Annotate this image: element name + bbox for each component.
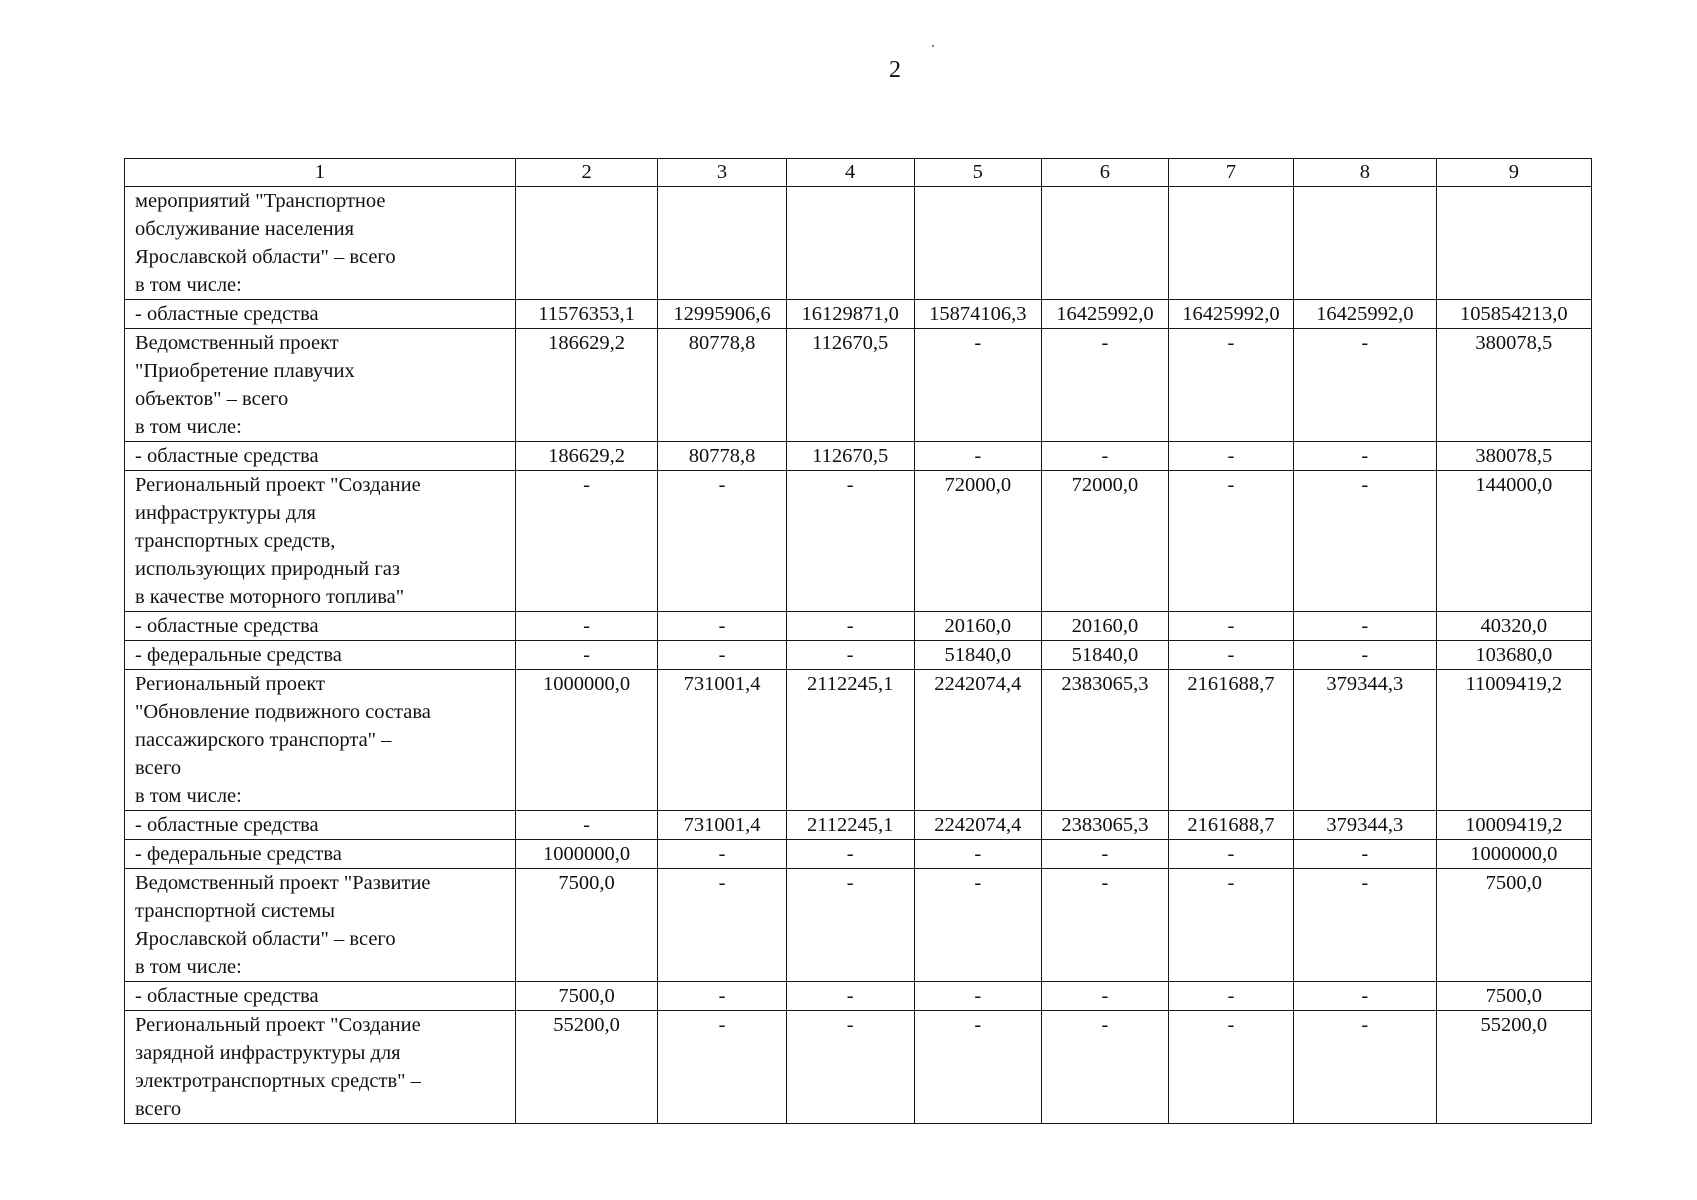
value-cell: 10009419,2 xyxy=(1436,811,1591,840)
column-header: 5 xyxy=(914,159,1041,187)
value-cell: - xyxy=(1293,329,1436,442)
value-cell: 112670,5 xyxy=(786,329,914,442)
value-cell: 16425992,0 xyxy=(1293,300,1436,329)
table-row xyxy=(125,811,1592,840)
value-cell: 2161688,7 xyxy=(1168,811,1293,840)
value-cell: - xyxy=(786,982,914,1011)
row-label: - областные средства xyxy=(125,300,516,329)
row-label: - областные средства xyxy=(125,612,516,641)
value-cell: 105854213,0 xyxy=(1436,300,1591,329)
value-cell: 16425992,0 xyxy=(1041,300,1168,329)
value-cell: 40320,0 xyxy=(1436,612,1591,641)
value-cell: - xyxy=(1293,1011,1436,1124)
table-row xyxy=(125,612,1592,641)
value-cell: - xyxy=(1041,840,1168,869)
column-number-row xyxy=(125,159,1592,187)
value-cell: - xyxy=(1168,471,1293,612)
value-cell: 7500,0 xyxy=(1436,982,1591,1011)
value-cell: - xyxy=(658,1011,786,1124)
row-label: - областные средства xyxy=(125,811,516,840)
value-cell xyxy=(515,187,658,300)
value-cell: 55200,0 xyxy=(515,1011,658,1124)
value-cell: 12995906,6 xyxy=(658,300,786,329)
value-cell: - xyxy=(786,1011,914,1124)
value-cell: 380078,5 xyxy=(1436,442,1591,471)
value-cell: 72000,0 xyxy=(914,471,1041,612)
row-label: Региональный проект "Создание зарядной инфраструктуры для электротранспортных средств" – всего xyxy=(125,1011,516,1124)
column-header: 1 xyxy=(125,159,516,187)
value-cell: 2383065,3 xyxy=(1041,670,1168,811)
value-cell: 379344,3 xyxy=(1293,811,1436,840)
table-row xyxy=(125,187,1592,300)
value-cell: - xyxy=(658,840,786,869)
value-cell: 2383065,3 xyxy=(1041,811,1168,840)
value-cell: - xyxy=(1168,442,1293,471)
column-header: 8 xyxy=(1293,159,1436,187)
value-cell: - xyxy=(786,612,914,641)
row-label: - областные средства xyxy=(125,442,516,471)
value-cell: - xyxy=(1293,612,1436,641)
table-row xyxy=(125,982,1592,1011)
value-cell: - xyxy=(914,329,1041,442)
value-cell: 2161688,7 xyxy=(1168,670,1293,811)
value-cell xyxy=(1041,187,1168,300)
value-cell: - xyxy=(1293,442,1436,471)
value-cell: 55200,0 xyxy=(1436,1011,1591,1124)
row-label: мероприятий "Транспортное обслуживание населения Ярославской области" – всего в том числе: xyxy=(125,187,516,300)
value-cell: - xyxy=(1041,982,1168,1011)
value-cell xyxy=(1168,187,1293,300)
value-cell: - xyxy=(515,612,658,641)
value-cell: - xyxy=(1041,1011,1168,1124)
value-cell: 731001,4 xyxy=(658,811,786,840)
column-header: 2 xyxy=(515,159,658,187)
table-row xyxy=(125,869,1592,982)
value-cell: - xyxy=(1168,982,1293,1011)
table-row xyxy=(125,442,1592,471)
value-cell: - xyxy=(1168,641,1293,670)
value-cell: - xyxy=(515,811,658,840)
value-cell xyxy=(1293,187,1436,300)
value-cell: - xyxy=(914,442,1041,471)
value-cell: 16425992,0 xyxy=(1168,300,1293,329)
row-label: - федеральные средства xyxy=(125,641,516,670)
table-row xyxy=(125,641,1592,670)
value-cell: 379344,3 xyxy=(1293,670,1436,811)
value-cell: - xyxy=(786,471,914,612)
table-body xyxy=(125,159,1592,1124)
table-row xyxy=(125,1011,1592,1124)
value-cell: - xyxy=(786,869,914,982)
value-cell: - xyxy=(786,641,914,670)
value-cell xyxy=(914,187,1041,300)
scan-speck xyxy=(932,45,934,47)
value-cell: - xyxy=(1168,840,1293,869)
table-row xyxy=(125,471,1592,612)
value-cell: - xyxy=(1293,840,1436,869)
value-cell: 2242074,4 xyxy=(914,670,1041,811)
value-cell: 1000000,0 xyxy=(515,670,658,811)
value-cell: - xyxy=(658,982,786,1011)
value-cell: 1000000,0 xyxy=(1436,840,1591,869)
column-header: 3 xyxy=(658,159,786,187)
table-row xyxy=(125,300,1592,329)
value-cell xyxy=(786,187,914,300)
value-cell: 72000,0 xyxy=(1041,471,1168,612)
value-cell: 16129871,0 xyxy=(786,300,914,329)
value-cell: - xyxy=(1041,442,1168,471)
value-cell: - xyxy=(658,869,786,982)
value-cell: 186629,2 xyxy=(515,442,658,471)
value-cell: - xyxy=(1168,869,1293,982)
value-cell: 1000000,0 xyxy=(515,840,658,869)
value-cell: - xyxy=(1293,471,1436,612)
value-cell xyxy=(658,187,786,300)
value-cell: 51840,0 xyxy=(1041,641,1168,670)
value-cell: 144000,0 xyxy=(1436,471,1591,612)
row-label: - областные средства xyxy=(125,982,516,1011)
value-cell: - xyxy=(1293,641,1436,670)
value-cell: - xyxy=(786,840,914,869)
value-cell: - xyxy=(1041,869,1168,982)
value-cell: - xyxy=(515,471,658,612)
value-cell: 380078,5 xyxy=(1436,329,1591,442)
value-cell: 112670,5 xyxy=(786,442,914,471)
value-cell: - xyxy=(914,869,1041,982)
value-cell: - xyxy=(1168,1011,1293,1124)
value-cell: - xyxy=(658,641,786,670)
value-cell xyxy=(1436,187,1591,300)
value-cell: - xyxy=(1168,612,1293,641)
value-cell: - xyxy=(914,1011,1041,1124)
value-cell: - xyxy=(914,840,1041,869)
row-label: Региональный проект "Обновление подвижного состава пассажирского транспорта" – всего в том числе: xyxy=(125,670,516,811)
value-cell: 2112245,1 xyxy=(786,670,914,811)
value-cell: - xyxy=(1293,869,1436,982)
value-cell: 7500,0 xyxy=(515,982,658,1011)
column-header: 9 xyxy=(1436,159,1591,187)
value-cell: - xyxy=(914,982,1041,1011)
value-cell: 80778,8 xyxy=(658,329,786,442)
table-row xyxy=(125,329,1592,442)
value-cell: - xyxy=(1293,982,1436,1011)
value-cell: - xyxy=(1041,329,1168,442)
value-cell: 731001,4 xyxy=(658,670,786,811)
funding-table xyxy=(124,158,1592,1124)
table-row xyxy=(125,840,1592,869)
value-cell: 7500,0 xyxy=(515,869,658,982)
value-cell: 15874106,3 xyxy=(914,300,1041,329)
value-cell: 2112245,1 xyxy=(786,811,914,840)
value-cell: 103680,0 xyxy=(1436,641,1591,670)
value-cell: - xyxy=(1168,329,1293,442)
value-cell: 20160,0 xyxy=(914,612,1041,641)
page-number: 2 xyxy=(889,57,901,83)
column-header: 4 xyxy=(786,159,914,187)
row-label: Ведомственный проект "Развитие транспортной системы Ярославской области" – всего в том числе: xyxy=(125,869,516,982)
value-cell: - xyxy=(658,612,786,641)
table-row xyxy=(125,670,1592,811)
value-cell: - xyxy=(658,471,786,612)
value-cell: 80778,8 xyxy=(658,442,786,471)
column-header: 6 xyxy=(1041,159,1168,187)
value-cell: - xyxy=(515,641,658,670)
value-cell: 7500,0 xyxy=(1436,869,1591,982)
value-cell: 11576353,1 xyxy=(515,300,658,329)
value-cell: 51840,0 xyxy=(914,641,1041,670)
row-label: Ведомственный проект "Приобретение плавучих объектов" – всего в том числе: xyxy=(125,329,516,442)
value-cell: 186629,2 xyxy=(515,329,658,442)
column-header: 7 xyxy=(1168,159,1293,187)
row-label: Региональный проект "Создание инфраструктуры для транспортных средств, использующих природный газ в качестве моторного топлива" xyxy=(125,471,516,612)
row-label: - федеральные средства xyxy=(125,840,516,869)
value-cell: 20160,0 xyxy=(1041,612,1168,641)
value-cell: 2242074,4 xyxy=(914,811,1041,840)
value-cell: 11009419,2 xyxy=(1436,670,1591,811)
